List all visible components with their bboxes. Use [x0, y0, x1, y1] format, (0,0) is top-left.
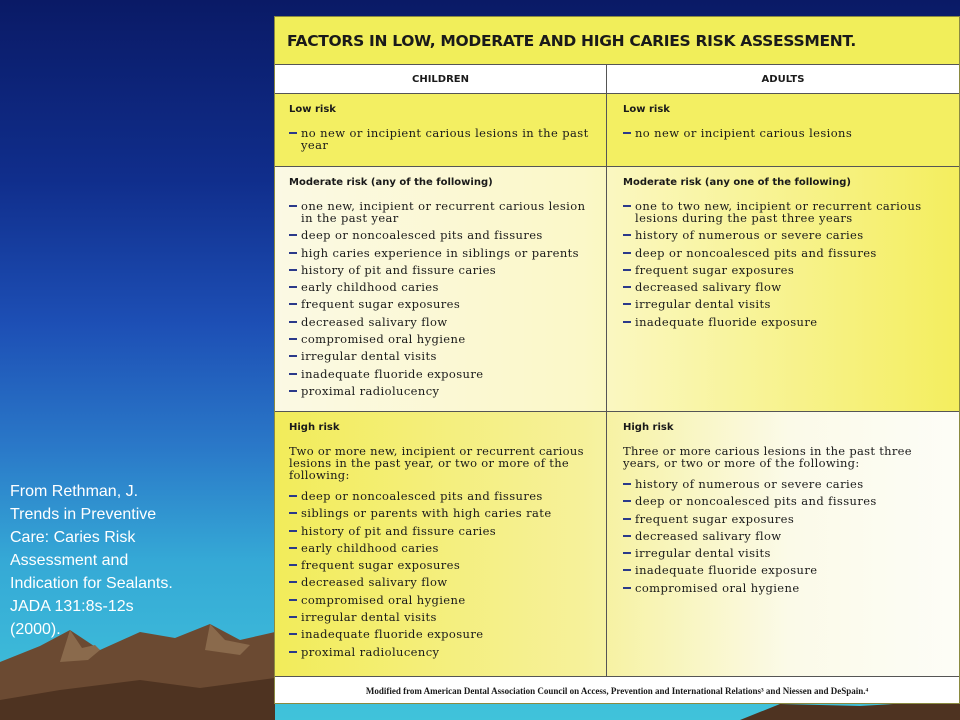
moderate-risk-row	[275, 167, 959, 412]
risk-factor-item: irregular dental visits	[623, 547, 949, 559]
table-title: FACTORS IN LOW, MODERATE AND HIGH CARIES RISK ASSESSMENT.	[275, 17, 959, 65]
citation-line: (2000).	[10, 621, 61, 638]
risk-factor-item: decreased salivary flow	[623, 530, 949, 542]
risk-factor-item: frequent sugar exposures	[623, 264, 949, 276]
caries-risk-table	[274, 16, 960, 704]
risk-factor-item: irregular dental visits	[289, 611, 596, 623]
risk-factor-item: irregular dental visits	[623, 298, 949, 310]
table-source-note: Modified from American Dental Association Council on Access, Prevention and International Relations³ and Niessen and DeSpain.⁴	[275, 677, 959, 704]
risk-factor-item: decreased salivary flow	[289, 316, 596, 328]
risk-factor-item: early childhood caries	[289, 281, 596, 293]
risk-factor-item: high caries experience in siblings or parents	[289, 247, 596, 259]
risk-factor-item: inadequate fluoride exposure	[289, 368, 596, 380]
risk-factor-item: proximal radiolucency	[289, 385, 596, 397]
risk-intro-text: Three or more carious lesions in the past three years, or two or more of the following:	[623, 444, 912, 470]
risk-heading: High risk	[623, 422, 674, 433]
risk-factor-list	[289, 490, 596, 658]
risk-factor-item: decreased salivary flow	[623, 281, 949, 293]
risk-factor-item: compromised oral hygiene	[289, 594, 596, 606]
risk-factor-item: history of pit and fissure caries	[289, 264, 596, 276]
risk-heading: Moderate risk (any of the following)	[289, 177, 493, 188]
risk-intro-text: Two or more new, incipient or recurrent carious lesions in the past year, or two or more of the following:	[289, 444, 584, 482]
risk-factor-item: siblings or parents with high caries rate	[289, 507, 596, 519]
children-moderate-risk-cell	[275, 167, 607, 411]
high-risk-row	[275, 412, 959, 677]
risk-factor-item: inadequate fluoride exposure	[289, 628, 596, 640]
adults-column-header: ADULTS	[761, 73, 805, 85]
adults-low-risk-cell	[607, 94, 959, 166]
risk-factor-item: inadequate fluoride exposure	[623, 564, 949, 576]
citation-line: Trends in Preventive	[10, 506, 157, 523]
risk-factor-item: one to two new, incipient or recurrent carious lesions during the past three years	[623, 200, 949, 224]
risk-factor-list	[623, 478, 949, 594]
risk-factor-item: one new, incipient or recurrent carious lesion in the past year	[289, 200, 596, 224]
risk-factor-item: history of pit and fissure caries	[289, 525, 596, 537]
risk-factor-list	[289, 127, 596, 151]
column-headers	[275, 65, 959, 94]
low-risk-row	[275, 94, 959, 167]
risk-factor-item: compromised oral hygiene	[623, 582, 949, 594]
risk-factor-item: inadequate fluoride exposure	[623, 316, 949, 328]
risk-factor-item: deep or noncoalesced pits and fissures	[623, 495, 949, 507]
citation-line: From Rethman, J.	[10, 483, 139, 500]
risk-factor-item: proximal radiolucency	[289, 646, 596, 658]
children-high-risk-cell	[275, 412, 607, 676]
risk-factor-item: deep or noncoalesced pits and fissures	[289, 229, 596, 241]
risk-factor-list	[623, 127, 949, 139]
risk-factor-list	[623, 200, 949, 328]
citation-line: Assessment and	[10, 552, 129, 569]
risk-heading: Low risk	[623, 104, 670, 115]
risk-factor-item: history of numerous or severe caries	[623, 229, 949, 241]
children-column-header: CHILDREN	[275, 65, 607, 93]
risk-factor-item: frequent sugar exposures	[289, 559, 596, 571]
risk-factor-item: history of numerous or severe caries	[623, 478, 949, 490]
adults-moderate-risk-cell	[607, 167, 959, 411]
risk-factor-item: early childhood caries	[289, 542, 596, 554]
risk-factor-item: frequent sugar exposures	[289, 298, 596, 310]
risk-factor-item: no new or incipient carious lesions	[623, 127, 949, 139]
risk-factor-item: deep or noncoalesced pits and fissures	[623, 247, 949, 259]
citation-line: Indication for Sealants.	[10, 575, 173, 592]
risk-factor-item: frequent sugar exposures	[623, 513, 949, 525]
risk-factor-item: irregular dental visits	[289, 350, 596, 362]
children-low-risk-cell	[275, 94, 607, 166]
risk-factor-list	[289, 200, 596, 397]
risk-factor-item: no new or incipient carious lesions in the past year	[289, 127, 596, 151]
risk-heading: Low risk	[289, 104, 336, 115]
citation-line: Care: Caries Risk	[10, 529, 136, 546]
citation-text	[10, 480, 240, 641]
risk-factor-item: compromised oral hygiene	[289, 333, 596, 345]
risk-heading: High risk	[289, 422, 340, 433]
citation-line: JADA 131:8s-12s	[10, 598, 134, 615]
risk-factor-item: deep or noncoalesced pits and fissures	[289, 490, 596, 502]
risk-factor-item: decreased salivary flow	[289, 576, 596, 588]
adults-high-risk-cell	[607, 412, 959, 676]
risk-heading: Moderate risk (any one of the following)	[623, 177, 851, 188]
